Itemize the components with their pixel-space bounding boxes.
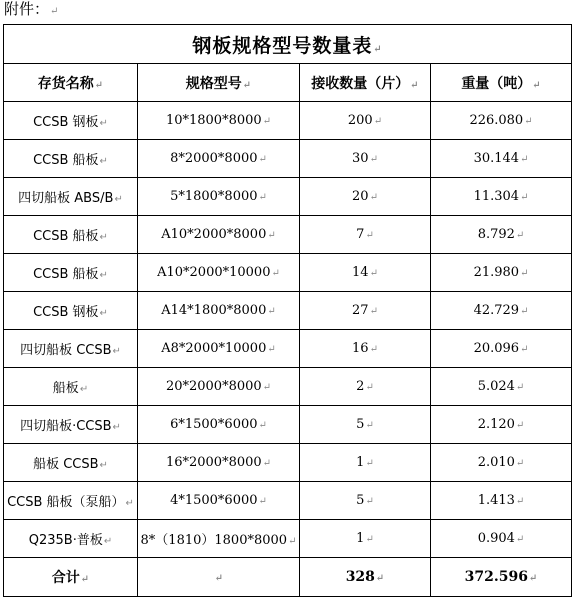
header-weight: 重量（吨）↵ [431,64,572,102]
table-row [4,254,572,292]
cell-quantity: 20↵ [300,178,431,216]
cell-weight: 226.080↵ [431,102,572,140]
total-spec: ↵ [138,558,300,597]
cell-item-name: CCSB 钢板↵ [4,292,138,330]
cell-spec: 10*1800*8000↵ [138,102,300,140]
table-row [4,520,572,558]
cell-quantity: 14↵ [300,254,431,292]
cell-spec: 8*2000*8000↵ [138,140,300,178]
cell-spec: A8*2000*10000↵ [138,330,300,368]
cell-weight: 2.010↵ [431,444,572,482]
total-label: 合计↵ [4,558,138,597]
cell-spec: 6*1500*6000↵ [138,406,300,444]
total-row [4,558,572,597]
cell-weight: 30.144↵ [431,140,572,178]
cell-quantity: 1↵ [300,520,431,558]
cell-item-name: CCSB 船板↵ [4,254,138,292]
cell-spec: 4*1500*6000↵ [138,482,300,520]
cell-weight: 11.304↵ [431,178,572,216]
cell-quantity: 1↵ [300,444,431,482]
header-spec: 规格型号↵ [138,64,300,102]
cell-weight: 20.096↵ [431,330,572,368]
table-row [4,444,572,482]
table-row [4,482,572,520]
cell-weight: 5.024↵ [431,368,572,406]
cell-weight: 0.904↵ [431,520,572,558]
cell-quantity: 7↵ [300,216,431,254]
header-item-name: 存货名称↵ [4,64,138,102]
cell-quantity: 30↵ [300,140,431,178]
cell-spec: A10*2000*10000↵ [138,254,300,292]
cell-spec: A14*1800*8000↵ [138,292,300,330]
cell-weight: 8.792↵ [431,216,572,254]
cell-item-name: CCSB 船板↵ [4,140,138,178]
table-row [4,406,572,444]
table-row [4,368,572,406]
table-row [4,292,572,330]
cell-item-name: CCSB 船板↵ [4,216,138,254]
cell-quantity: 5↵ [300,406,431,444]
table-row [4,216,572,254]
table-title: 钢板规格型号数量表↵ [4,25,572,64]
cell-item-name: CCSB 钢板↵ [4,102,138,140]
cell-weight: 1.413↵ [431,482,572,520]
total-quantity: 328↵ [300,558,431,597]
cell-item-name: 四切船板·CCSB↵ [4,406,138,444]
cell-spec: 8*（1810）1800*8000↵ [138,520,300,558]
table-row [4,330,572,368]
attachment-label: 附件：↵ [4,0,59,18]
cell-item-name: Q235B·普板↵ [4,520,138,558]
cell-weight: 21.980↵ [431,254,572,292]
total-weight: 372.596↵ [431,558,572,597]
cell-quantity: 27↵ [300,292,431,330]
cell-quantity: 5↵ [300,482,431,520]
header-row [4,64,572,102]
cell-item-name: 四切船板 CCSB↵ [4,330,138,368]
cell-spec: 20*2000*8000↵ [138,368,300,406]
table-row [4,178,572,216]
cell-item-name: 船板 CCSB↵ [4,444,138,482]
cell-spec: 5*1800*8000↵ [138,178,300,216]
steel-plate-table [3,24,572,597]
cell-item-name: 船板↵ [4,368,138,406]
cell-quantity: 2↵ [300,368,431,406]
cell-item-name: 四切船板 ABS/B↵ [4,178,138,216]
cell-weight: 2.120↵ [431,406,572,444]
cell-spec: A10*2000*8000↵ [138,216,300,254]
table-row [4,102,572,140]
cell-item-name: CCSB 船板（泵船）↵ [4,482,138,520]
table-row [4,140,572,178]
cell-quantity: 16↵ [300,330,431,368]
cell-spec: 16*2000*8000↵ [138,444,300,482]
header-quantity: 接收数量（片）↵ [300,64,431,102]
cell-quantity: 200↵ [300,102,431,140]
cell-weight: 42.729↵ [431,292,572,330]
